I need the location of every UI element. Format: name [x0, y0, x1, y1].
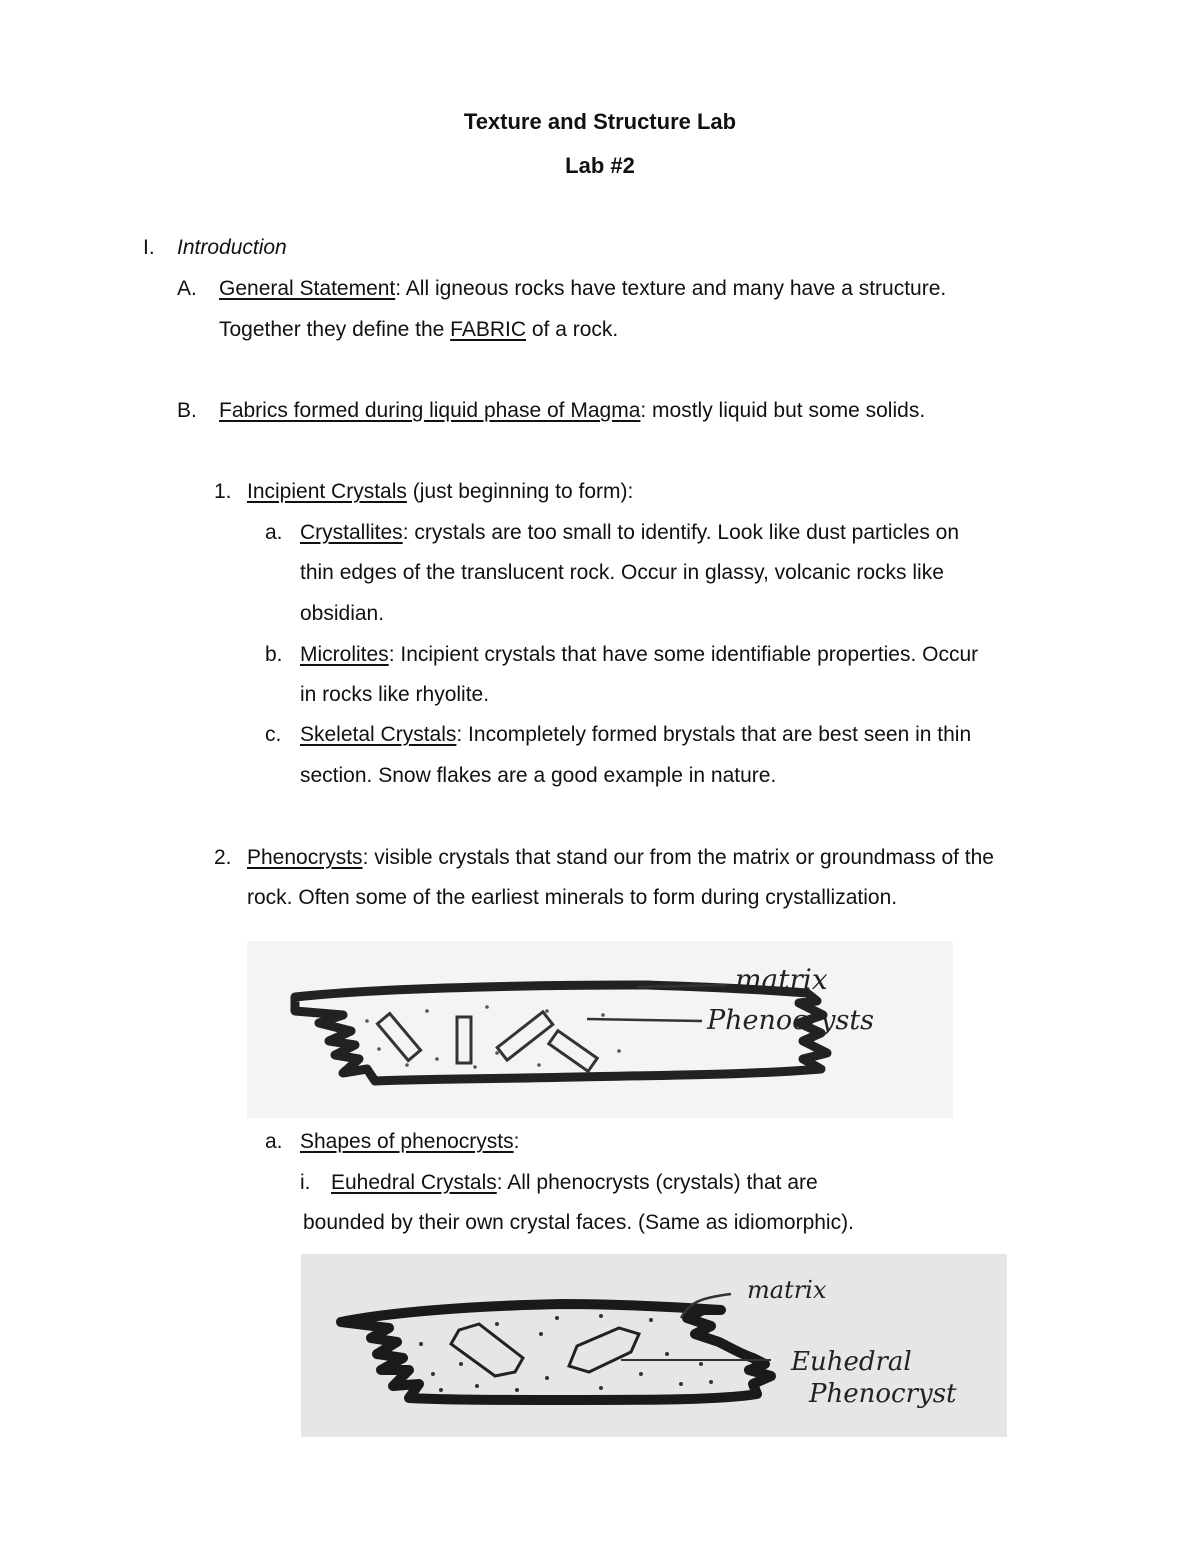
fabric-term: FABRIC	[450, 318, 527, 341]
figure2-euhedral-label: Euhedral	[791, 1347, 912, 1377]
item-2-line-2: rock. Often some of the earliest minerals to form during crystallization.	[247, 886, 898, 909]
item-marker: B.	[177, 399, 197, 422]
item-1a-term: Crystallites	[300, 521, 403, 544]
figure2-matrix-label: matrix	[747, 1276, 827, 1304]
item-b-term: Fabrics formed during liquid phase of Magma	[219, 399, 641, 422]
item-1c-term: Skeletal Crystals	[300, 723, 457, 746]
item-a-text-2: Together they define the FABRIC of a rock.	[219, 318, 619, 341]
item-1-term: Incipient Crystals	[247, 480, 407, 503]
figure1-phenocrysts-label: Phenocrysts	[707, 1005, 875, 1036]
item-marker: 1.	[214, 480, 232, 503]
item-marker: 2.	[214, 846, 232, 869]
figure2-phenocryst-label: Phenocryst	[809, 1379, 957, 1409]
item-1c-line-2: section. Snow flakes are a good example in nature.	[300, 764, 777, 787]
item-marker: a.	[265, 1130, 283, 1153]
item-b-text: Fabrics formed during liquid phase of Magma: mostly liquid but some solids.	[219, 399, 926, 422]
item-1b-term: Microlites	[300, 643, 389, 666]
item-marker: a.	[265, 521, 283, 544]
item-2a-term: Shapes of phenocrysts	[300, 1130, 514, 1153]
item-1b-line-2: in rocks like rhyolite.	[300, 683, 490, 706]
item-1b-text: Microlites: Incipient crystals that have some identifiable properties. Occur	[300, 643, 979, 666]
item-1a-line-3: obsidian.	[300, 602, 385, 625]
item-1c-text: Skeletal Crystals: Incompletely formed brystals that are best seen in thin	[300, 723, 972, 746]
item-1a-text: Crystallites: crystals are too small to identify. Look like dust particles on	[300, 521, 960, 544]
euhedral-sketch	[301, 1254, 1007, 1437]
phenocrysts-sketch	[247, 941, 953, 1118]
section-heading: Introduction	[177, 236, 287, 259]
item-2ai-text: Euhedral Crystals: All phenocrysts (crystals) that are	[331, 1171, 818, 1194]
item-2-term: Phenocrysts	[247, 846, 363, 869]
figure1-matrix-label: matrix	[735, 963, 828, 996]
item-2a-text: Shapes of phenocrysts:	[300, 1130, 520, 1153]
section-marker: I.	[143, 236, 155, 259]
item-1-text: Incipient Crystals (just beginning to form):	[247, 480, 634, 503]
item-marker: c.	[265, 723, 282, 746]
page-title: Texture and Structure Lab	[463, 109, 737, 134]
item-marker: A.	[177, 277, 197, 300]
item-2-text: Phenocrysts: visible crystals that stand our from the matrix or groundmass of the	[247, 846, 994, 869]
item-a-text: General Statement: All igneous rocks have texture and many have a structure.	[219, 277, 947, 300]
item-marker: b.	[265, 643, 283, 666]
item-2ai-line-2: bounded by their own crystal faces. (Same as idiomorphic).	[303, 1211, 854, 1234]
page-subtitle: Lab #2	[565, 153, 635, 178]
item-2ai-term: Euhedral Crystals	[331, 1171, 497, 1194]
item-1a-line-2: thin edges of the translucent rock. Occur in glassy, volcanic rocks like	[300, 561, 944, 584]
item-a-term: General Statement	[219, 277, 396, 300]
item-marker: i.	[300, 1171, 311, 1194]
